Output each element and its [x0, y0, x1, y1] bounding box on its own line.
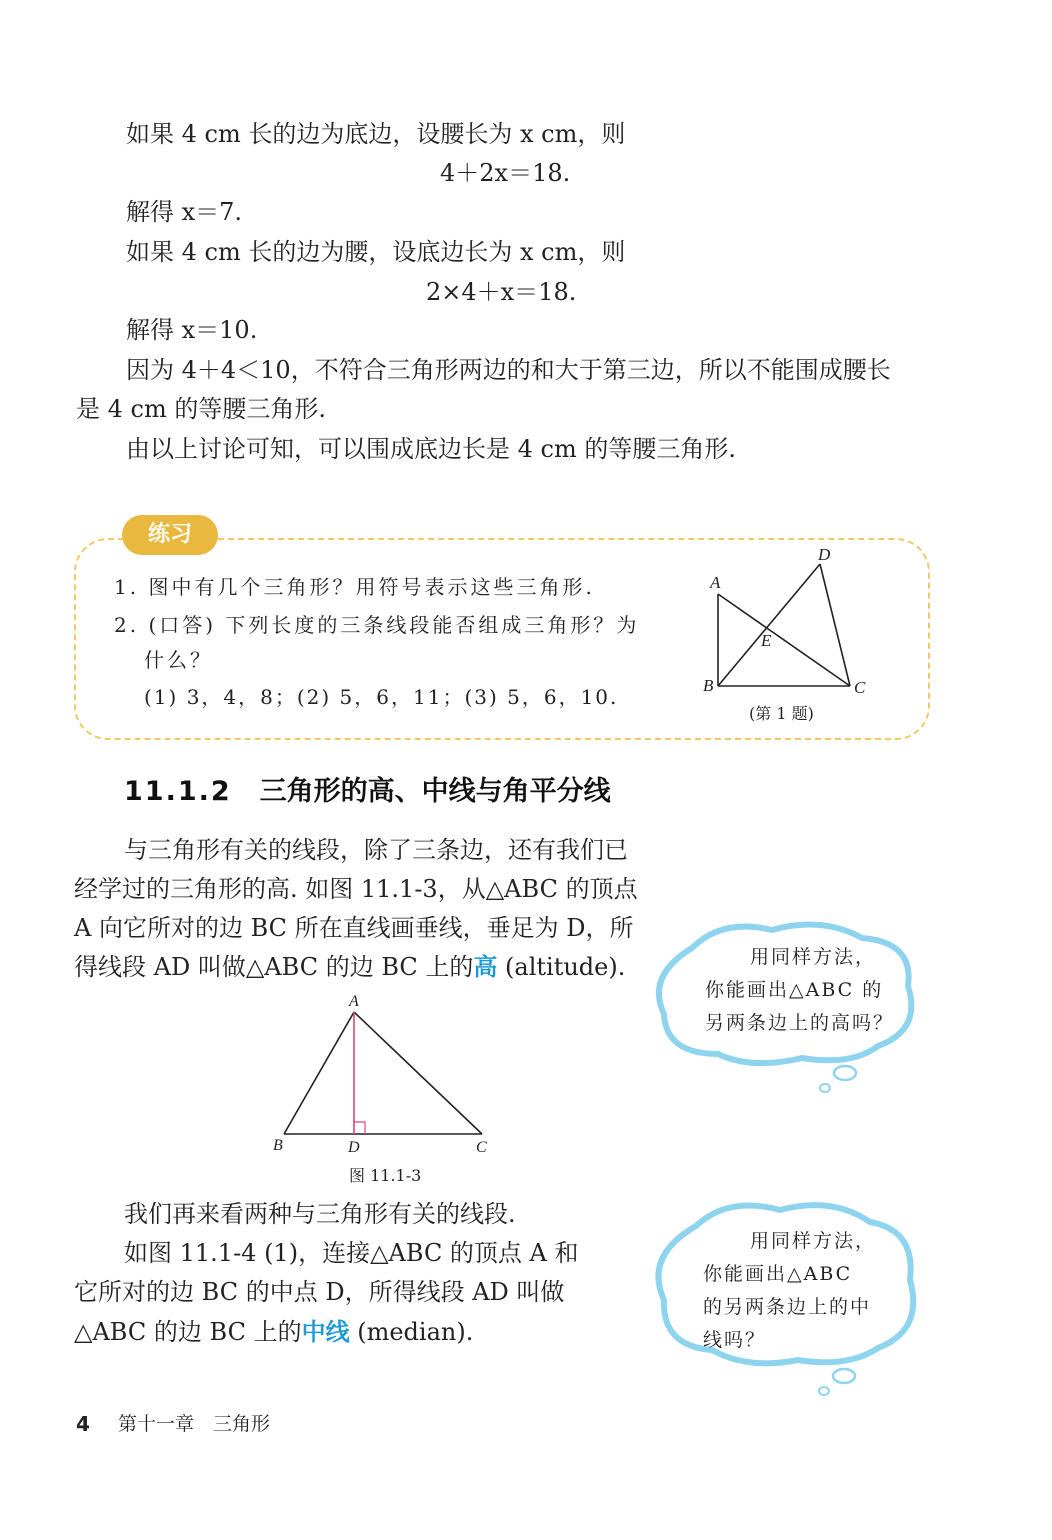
figure-11-1-3-caption: 图 11.1-3	[349, 1166, 422, 1185]
keyword-altitude: 高	[473, 953, 498, 981]
equation-2: 2×4＋x＝18.	[426, 278, 577, 306]
exercise-2-options: (1) 3，4，8；(2) 5，6，11；(3) 5，6，10.	[144, 685, 619, 709]
para3-line-3-text: △ABC 的边 BC 上的	[74, 1318, 302, 1346]
para3-line-1: 如图 11.1-4 (1)，连接△ABC 的顶点 A 和	[124, 1239, 579, 1267]
solution-conclusion: 由以上讨论可知，可以围成底边长是 4 cm 的等腰三角形.	[126, 435, 736, 463]
label-E: E	[761, 631, 772, 650]
section-heading	[124, 773, 611, 811]
para1-line-4	[74, 951, 625, 983]
solution-line-5: 因为 4＋4＜10，不符合三角形两边的和大于第三边，所以不能围成腰长	[126, 356, 891, 384]
exercise-2-line-2: 什么？	[144, 648, 213, 672]
fig3-label-B: B	[273, 1137, 283, 1154]
cloud1-line-1: 用同样方法，	[750, 946, 877, 968]
exercise-2-line-1: 2. (口答) 下列长度的三条线段能否组成三角形？为	[114, 613, 640, 637]
para3-line-3-english: (median).	[349, 1318, 474, 1346]
fig3-label-A: A	[349, 993, 359, 1010]
label-C: C	[854, 678, 866, 697]
para3-line-2: 它所对的边 BC 的中点 D，所得线段 AD 叫做	[74, 1278, 565, 1306]
solution-line-2: 解得 x＝7.	[126, 198, 243, 226]
label-D: D	[818, 545, 831, 564]
cloud2-line-2: 你能画出△ABC	[703, 1263, 853, 1285]
para1-line-2: 经学过的三角形的高. 如图 11.1-3，从△ABC 的顶点	[74, 875, 638, 903]
para1-line-1: 与三角形有关的线段，除了三条边，还有我们已	[124, 836, 628, 864]
page-number: 4	[76, 1412, 90, 1436]
para2-line-1: 我们再来看两种与三角形有关的线段.	[124, 1200, 516, 1228]
cloud2-line-3: 的另两条边上的中	[703, 1296, 872, 1318]
section-number: 11.1.2	[124, 776, 232, 807]
cloud1-line-2: 你能画出△ABC 的	[705, 979, 884, 1001]
exercise-1: 1. 图中有几个三角形？用符号表示这些三角形.	[114, 575, 595, 599]
solution-line-6: 是 4 cm 的等腰三角形.	[76, 395, 326, 423]
para1-line-3: A 向它所对的边 BC 所在直线画垂线，垂足为 D，所	[74, 914, 634, 942]
cloud2-line-4: 线吗？	[703, 1329, 767, 1351]
solution-line-1: 如果 4 cm 长的边为底边，设腰长为 x cm，则	[126, 120, 626, 148]
cloud2-line-1: 用同样方法，	[750, 1230, 877, 1252]
label-A: A	[710, 573, 721, 592]
practice-tag: 练习	[122, 515, 218, 555]
fig3-label-C: C	[476, 1139, 487, 1156]
para3-line-3	[74, 1316, 473, 1348]
keyword-median: 中线	[301, 1318, 350, 1346]
fig3-label-D: D	[348, 1139, 360, 1156]
equation-1: 4＋2x＝18.	[440, 159, 571, 187]
solution-line-4: 解得 x＝10.	[126, 316, 258, 344]
exercise-figure-caption: (第 1 题)	[749, 704, 814, 723]
section-title: 三角形的高、中线与角平分线	[259, 776, 611, 807]
exercise-figure	[700, 540, 880, 710]
label-B: B	[703, 676, 714, 695]
figure-11-1-3	[268, 992, 498, 1162]
solution-line-3: 如果 4 cm 长的边为腰，设底边长为 x cm，则	[126, 238, 626, 266]
right-angle-mark	[354, 1122, 365, 1134]
chapter-label: 第十一章 三角形	[118, 1413, 271, 1435]
para1-line-4-english: (altitude).	[497, 953, 626, 981]
cloud1-line-3: 另两条边上的高吗？	[705, 1012, 895, 1034]
para1-line-4-text: 得线段 AD 叫做△ABC 的边 BC 上的	[74, 953, 474, 981]
